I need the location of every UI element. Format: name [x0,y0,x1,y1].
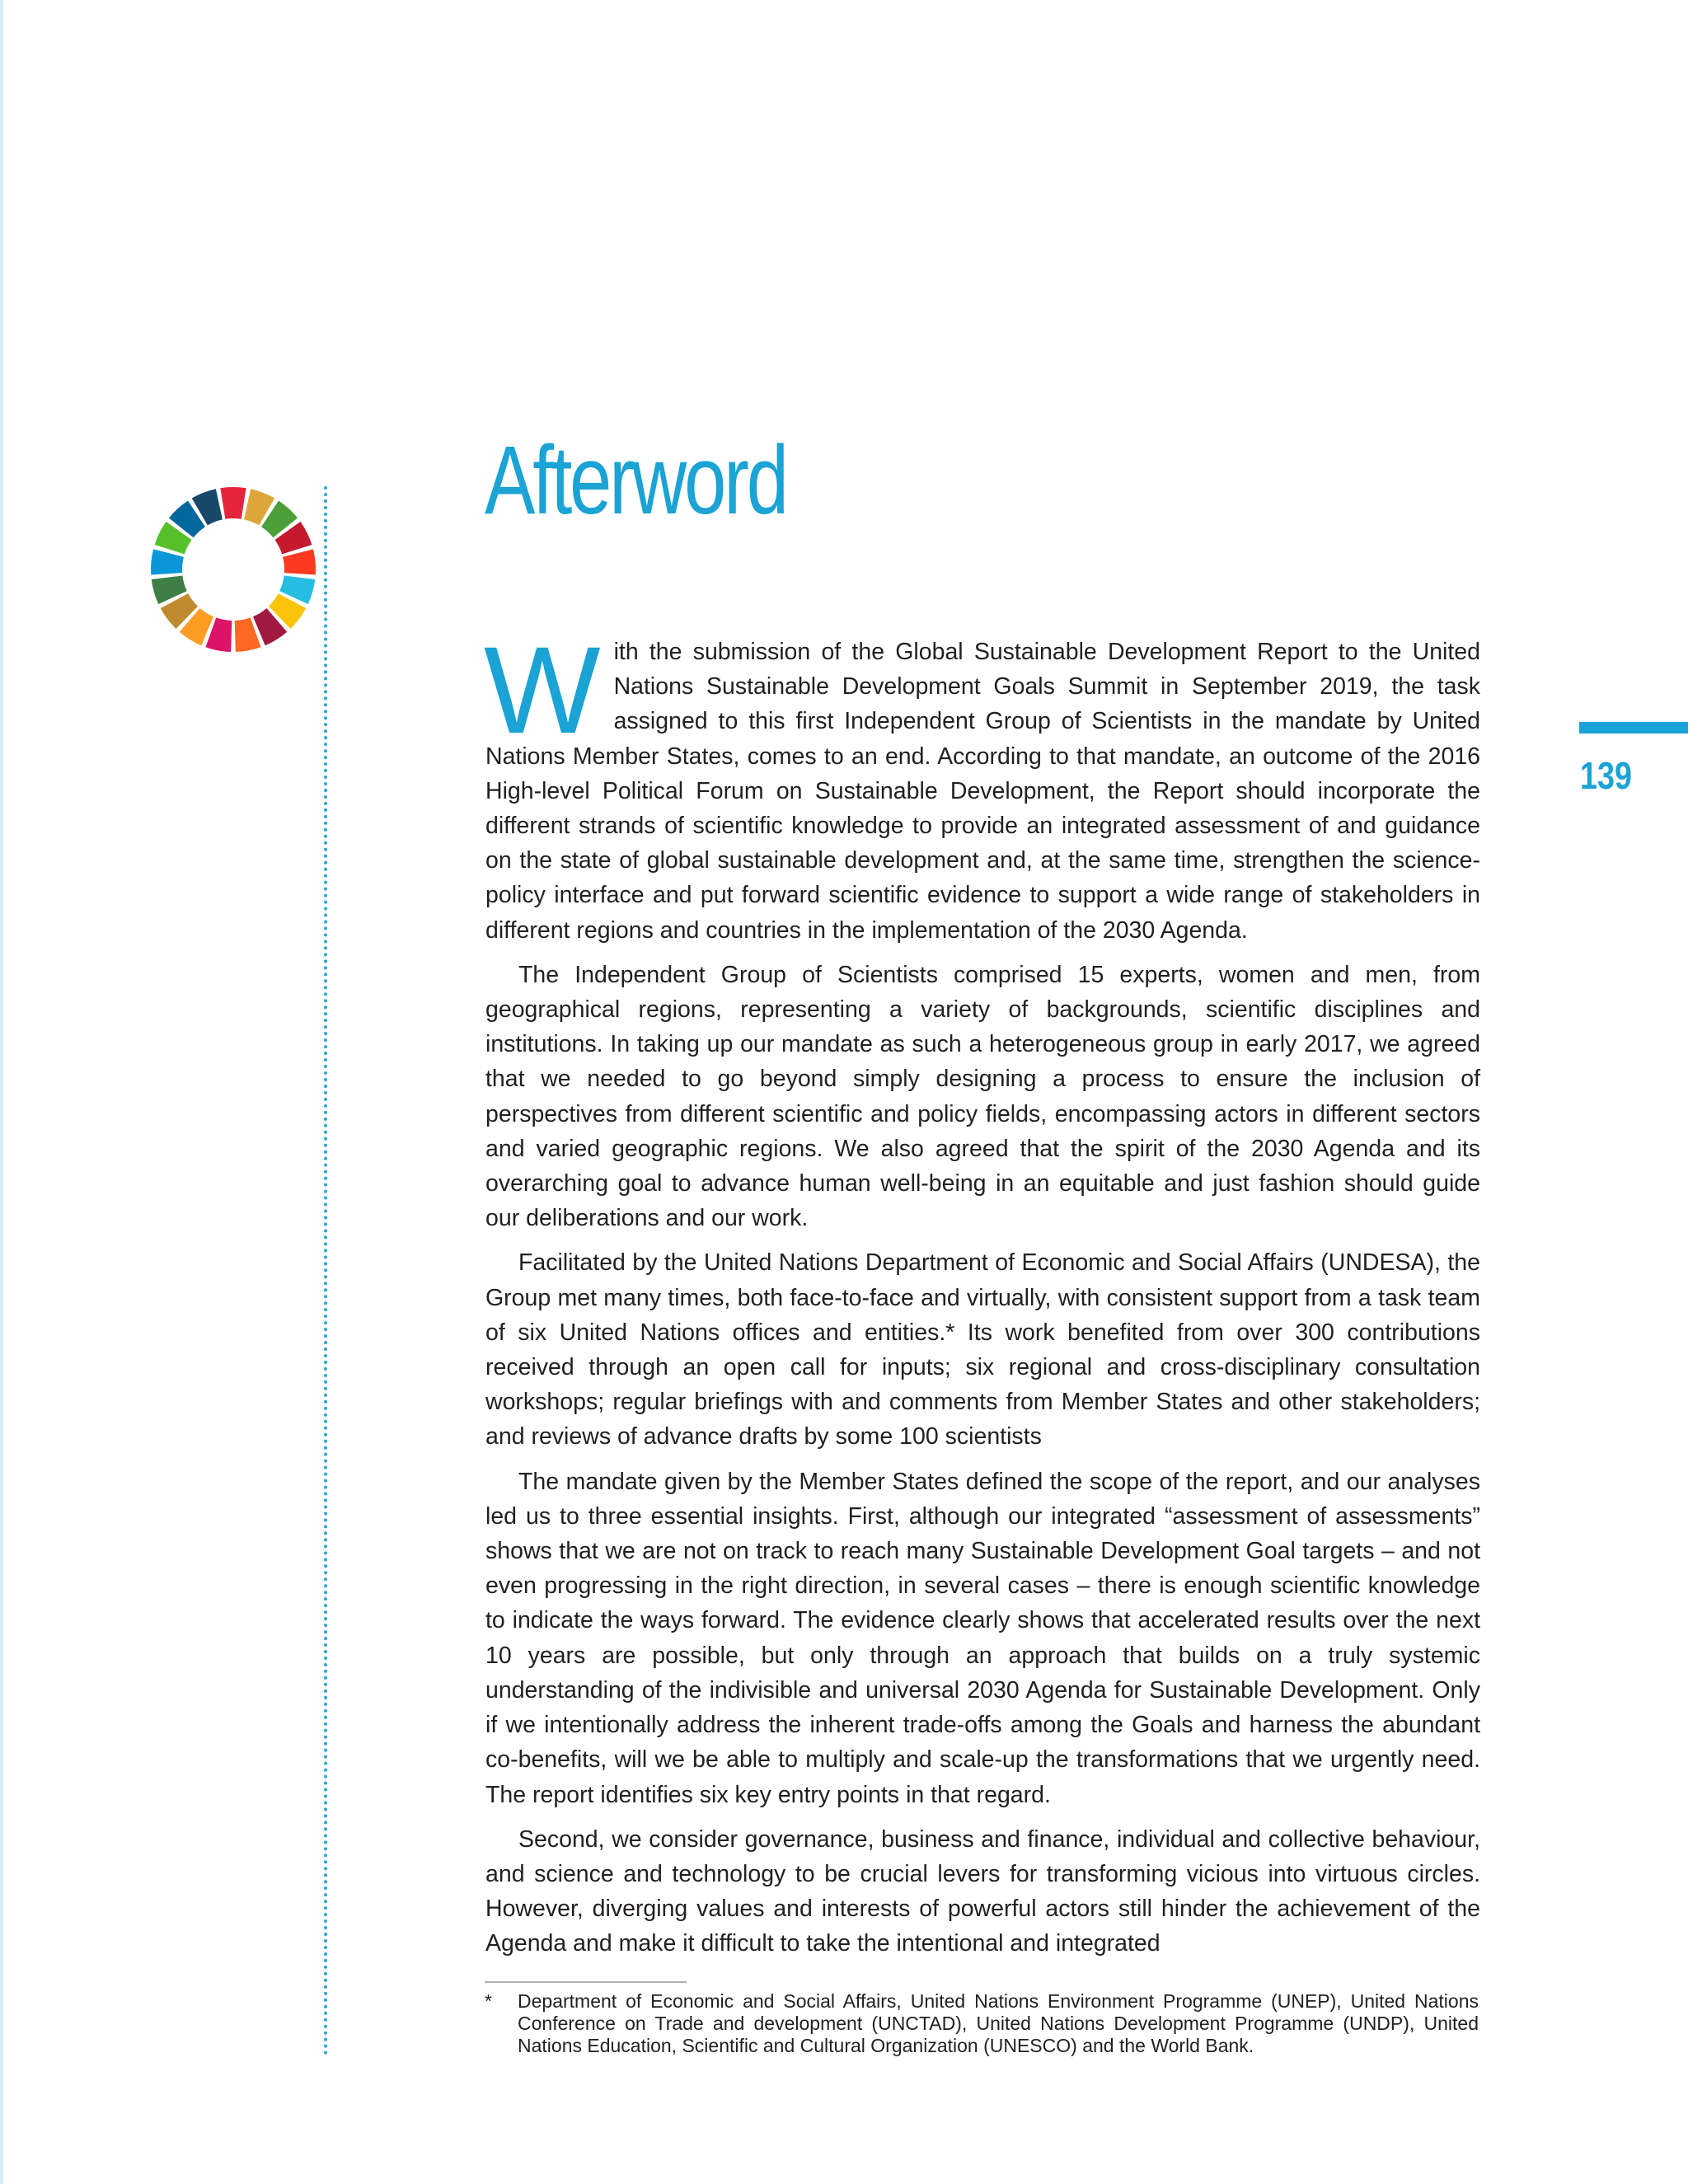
paragraph-1 [484,621,1480,948]
sdg-wheel-segment [151,549,184,574]
paragraph-1-text: ith the submission of the Global Sustainable Development Report to the United Nations Sustainable Development Goals Summit in September 2019, the task assigned to this first Independent Group of Scientists in the mandate by United Nations Member States, comes to an end. According to that mandate, an outcome of the 2016 High-level Political Forum on Sustainable Development, the Report should incorporate the different strands of scientific knowledge to provide an integrated assessment of and guidance on the state of global sustainable development and, at the same time, strengthen the science-policy interface and put forward scientific evidence to support a wide range of stakeholders in different regions and countries in the implementation of the 2030 Agenda. [485,639,1480,944]
sdg-wheel-segment [220,487,246,519]
page-number-tab [1579,722,1688,733]
paragraph-4: The mandate given by the Member States defined the scope of the report, and our analyses led us to three essential insights. First, although our integrated “assessment of assessments” shows that we are not on track to reach many Sustainable Development Goal targets – and not even progressing in the right direction, in several cases – there is enough scientific knowledge to indicate the ways forward. The evidence clearly shows that accelerated results over the next 10 years are possible, but only through an approach that builds on a truly systemic understanding of the indivisible and universal 2030 Agenda for Sustainable Development. Only if we intentionally address the inherent trade-offs among the Goals and harness the abundant co-benefits, will we be able to multiply and scale-up the transformations that we urgently need. The report identifies six key entry points in that regard. [485,1468,1480,1808]
sdg-wheel-segment [283,549,316,574]
footnote-text: Department of Economic and Social Affairs, United Nations Environment Programme (UNEP), United Nations Conference on Trade and development (UNCTAD), United Nations Development Programme (UNDP), United Nations Education, Scientific and Cultural Organization (UNESCO) and the World Bank. [518,1990,1479,2056]
page-number: 139 [1580,754,1632,797]
paragraph-2: The Independent Group of Scientists comprised 15 experts, women and men, from geographical regions, representing a variety of backgrounds, scientific disciplines and institutions. In taking up our mandate as such a heterogeneous group in early 2017, we agreed that we needed to go beyond simply designing a process to ensure the inclusion of perspectives from different scientific and policy fields, encompassing actors in different sectors and varied geographic regions. We also agreed that the spirit of the 2030 Agenda and its overarching goal to advance human well-being in an equitable and just fashion should guide our deliberations and our work. [485,961,1480,1232]
footnote [485,1990,1479,2057]
page-edge [0,0,3,2184]
drop-cap: W [484,621,601,759]
dotted-divider [324,486,327,2056]
footnote-divider [485,1981,687,1983]
body-text [484,621,1480,1971]
sdg-color-wheel-icon [148,485,318,654]
page-title: Afterword [485,426,786,535]
footnote-mark: * [485,1990,492,2012]
paragraph-5: Second, we consider governance, business and finance, individual and collective behaviour, and science and technology to be crucial levers for transforming vicious into virtuous circles. However, diverging values and interests of powerful actors still hinder the achievement of the Agenda and make it difficult to take the intentional and integrated [485,1825,1480,1957]
paragraph-3: Facilitated by the United Nations Department of Economic and Social Affairs (UNDESA), the Group met many times, both face-to-face and virtually, with consistent support from a task team of six United Nations offices and entities.* Its work benefited from over 300 contributions received through an open call for inputs; six regional and cross-disciplinary consultation workshops; regular briefings with and comments from Member States and other stakeholders; and reviews of advance drafts by some 100 scientists [485,1249,1480,1451]
